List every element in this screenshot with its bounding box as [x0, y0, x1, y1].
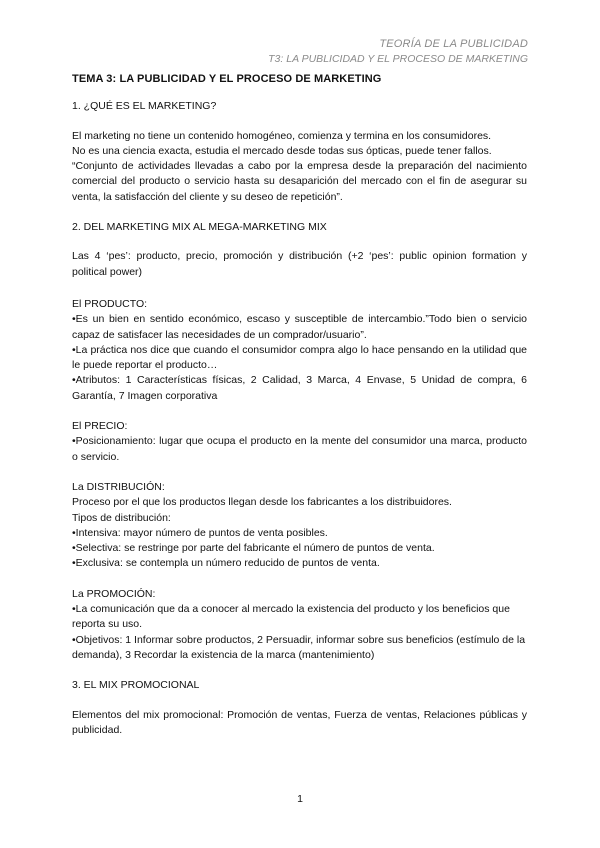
section-2-heading: 2. DEL MARKETING MIX AL MEGA-MARKETING MIX — [72, 221, 327, 234]
distribucion-intro: Proceso por el que los productos llegan desde los fabricantes a los distribuidores. — [72, 496, 452, 509]
producto-item-2: •La práctica nos dice que cuando el consumidor compra algo lo hace pensando en la utilidad que le puede reportar el producto… — [72, 343, 527, 372]
precio-heading: El PRECIO: — [72, 420, 128, 433]
document-body — [72, 72, 527, 738]
distribucion-item-3: •Exclusiva: se contempla un número reducido de puntos de venta. — [72, 557, 380, 570]
promocion-heading: La PROMOCIÓN: — [72, 587, 156, 600]
producto-item-1: •Es un bien en sentido económico, escaso y susceptible de intercambio.”Todo bien o servicio capaz de satisfacer las necesidades de un comprador/usuario”. — [72, 313, 527, 341]
header-topic: T3: LA PUBLICIDAD Y EL PROCESO DE MARKETING — [268, 53, 528, 65]
section-3-heading: 3. EL MIX PROMOCIONAL — [72, 679, 200, 692]
section-1-line-2: No es una ciencia exacta, estudia el mercado desde todas sus ópticas, puede tener fallos. — [72, 144, 492, 157]
precio-item-1: •Posicionamiento: lugar que ocupa el producto en la mente del consumidor una marca, producto o servicio. — [72, 435, 527, 463]
document-title: TEMA 3: LA PUBLICIDAD Y EL PROCESO DE MARKETING — [72, 73, 382, 85]
section-3-text: Elementos del mix promocional: Promoción de ventas, Fuerza de ventas, Relaciones públicas y publicidad. — [72, 708, 527, 736]
page-number: 1 — [297, 793, 303, 805]
producto-heading: El PRODUCTO: — [72, 297, 148, 310]
section-1-line-1: El marketing no tiene un contenido homogéneo, comienza y termina en los consumidores. — [72, 129, 492, 142]
producto-item-3: •Atributos: 1 Características físicas, 2 Calidad, 3 Marca, 4 Envase, 5 Unidad de compra, 6 Garantía, 7 Imagen corporativa — [72, 374, 527, 402]
promocion-item-2: •Objetivos: 1 Informar sobre productos, 2 Persuadir, informar sobre sus beneficios (estímulo de la demanda), 3 Recordar la existencia de la marca (mantenimiento) — [72, 633, 526, 661]
distribucion-heading: La DISTRIBUCIÓN: — [72, 480, 165, 493]
header-subject: TEORÍA DE LA PUBLICIDAD — [379, 38, 528, 50]
distribucion-item-2: •Selectiva: se restringe por parte del fabricante el número de puntos de venta. — [72, 542, 435, 555]
four-ps-intro: Las 4 ‘pes’: producto, precio, promoción y distribución (+2 ‘pes’: public opinion formation y political power) — [72, 250, 527, 278]
marketing-definition-quote: “Conjunto de actividades llevadas a cabo por la empresa desde la preparación del nacimiento comercial del producto o servicio hasta su desaparición del mercado con el fin de asegurar su venta, la satisfacción del cliente y su deseo de repetición”. — [72, 160, 527, 203]
page-header — [268, 37, 528, 67]
promocion-item-1: •La comunicación que da a conocer al mercado la existencia del producto y los beneficios que reporta su uso. — [72, 603, 510, 631]
distribucion-types-label: Tipos de distribución: — [72, 511, 171, 524]
section-1-heading: 1. ¿QUÉ ES EL MARKETING? — [72, 100, 217, 113]
distribucion-item-1: •Intensiva: mayor número de puntos de venta posibles. — [72, 526, 328, 539]
